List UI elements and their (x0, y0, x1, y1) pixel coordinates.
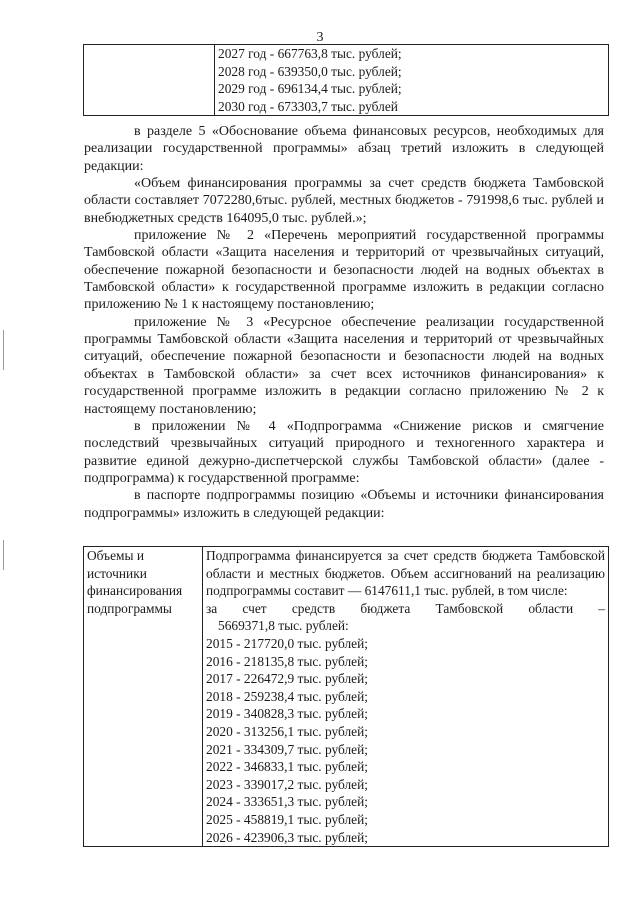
label-line: финансирования (87, 583, 183, 599)
paragraph-financing-volume: «Объем финансирования программы за счет средств бюджета Тамбовской области составляет 7072280,6тыс. рублей, местных бюджетов - 791998,6 тыс. рублей и внебюджетных средств 164095,0 тыс. рублей.»; (84, 176, 604, 226)
year-line: 2019 - 340828,3 тыс. рублей; (206, 706, 369, 722)
subprogram-financing-table (83, 546, 609, 847)
paragraph-passport: в паспорте подпрограммы позицию «Объемы и источники финансирования подпрограммы» изложить в следующей редакции: (84, 488, 604, 521)
year-line: 2017 - 226472,9 тыс. рублей; (206, 671, 369, 687)
year-line: 2030 год - 673303,7 тыс. рублей (218, 98, 398, 114)
year-line: 2020 - 313256,1 тыс. рублей; (206, 723, 369, 739)
label-line: источники (87, 565, 147, 581)
document-body (84, 123, 604, 522)
year-line: 2029 год - 696134,4 тыс. рублей; (218, 81, 402, 97)
table-row (84, 547, 609, 847)
label-cell (84, 547, 203, 847)
year-line: 2021 - 334309,7 тыс. рублей; (206, 741, 369, 757)
table-row (84, 45, 609, 116)
year-line: 2027 год - 667763,8 тыс. рублей; (218, 46, 402, 61)
paragraph-section5: в разделе 5 «Обоснование объема финансовых ресурсов, необходимых для реализации государственной программы» абзац третий изложить в следующей редакции: (84, 124, 604, 174)
year-line: 2023 - 339017,2 тыс. рублей; (206, 776, 369, 792)
year-line: 2025 - 458819,1 тыс. рублей; (206, 811, 369, 827)
year-line: 2024 - 333651,3 тыс. рублей; (206, 794, 369, 810)
paragraph-appendix-4: в приложении № 4 «Подпрограмма «Снижение рисков и смягчение последствий чрезвычайных ситуаций природного и техногенного характера и развитие единой дежурно-диспетчерской службы Тамбовской области» (далее - подпрограмма) к государственной программе: (84, 418, 604, 486)
label-line: Объемы и (87, 548, 145, 563)
regional-budget-line: за счет средств бюджета Тамбовской области – (206, 600, 605, 616)
financing-years-table-continued (83, 44, 609, 116)
paragraph-appendix-3: приложение № 3 «Ресурсное обеспечение реализации государственной программы Тамбовской области «Защита населения и территорий от чрезвычайных ситуаций, обеспечение пожарной безопасности и безопасности людей на водных объектах в Тамбовской области» за счет всех источников финансирования» к государственной программе изложить в редакции согласно приложению № 2 к настоящему постановлению; (84, 314, 604, 417)
paragraph-appendix-2: приложение № 2 «Перечень мероприятий государственной программы Тамбовской области «Защита населения и территорий от чрезвычайных ситуаций, обеспечение пожарной безопасности и безопасности людей на водных объектах в Тамбовской области» к государственной программе изложить в редакции согласно приложению № 1 к настоящему постановлению; (84, 228, 604, 313)
year-line: 2015 - 217720,0 тыс. рублей; (206, 635, 369, 651)
empty-label-cell (84, 45, 215, 116)
year-line: 2026 - 423906,3 тыс. рублей; (206, 829, 369, 845)
page-number: 3 (316, 30, 324, 45)
year-line: 2022 - 346833,1 тыс. рублей; (206, 759, 369, 775)
year-line: 2016 - 218135,8 тыс. рублей; (206, 653, 369, 669)
year-line: 2028 год - 639350,0 тыс. рублей; (218, 63, 402, 79)
financing-intro: Подпрограмма финансируется за счет средств бюджета Тамбовской области и местных бюджетов. Объем ассигнований на реализацию подпрограммы составит — 6147611,1 тыс. рублей, в том числе: (206, 548, 605, 599)
financing-details-cell (203, 547, 609, 847)
regional-budget-total: 5669371,8 тыс. рублей: (218, 618, 349, 634)
years-cell (215, 45, 609, 116)
scan-edge-mark (3, 330, 4, 370)
scan-edge-mark (3, 540, 4, 570)
year-line: 2018 - 259238,4 тыс. рублей; (206, 688, 369, 704)
label-line: подпрограммы (87, 600, 172, 616)
